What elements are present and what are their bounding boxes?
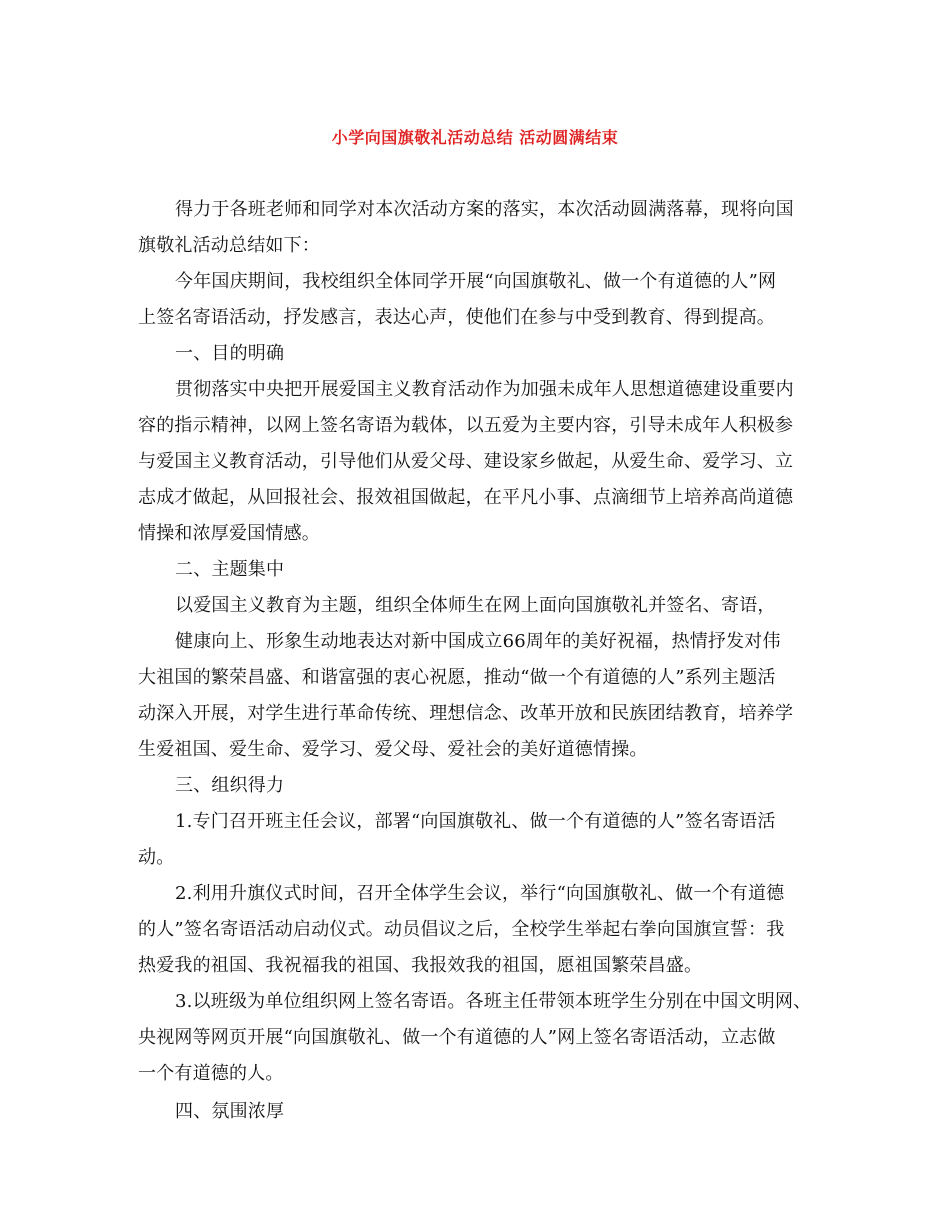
paragraph-line: 央视网等网页开展“向国旗敬礼、做一个有道德的人”网上签名寄语活动，立志做 [138,1027,776,1048]
paragraph-line: 生爱祖国、爱生命、爱学习、爱父母、爱社会的美好道德情操。 [138,739,648,760]
paragraph-line: 健康向上、形象生动地表达对新中国成立66周年的美好祝福，热情抒发对伟 [175,631,781,652]
paragraph-line: 2.利用升旗仪式时间，召开全体学生会议，举行“向国旗敬礼、做一个有道德 [175,883,785,904]
paragraph-line: 得力于各班老师和同学对本次活动方案的落实，本次活动圆满落幕，现将向国 [175,199,794,220]
section-heading: 一、目的明确 [175,343,285,364]
paragraph-line: 1.专门召开班主任会议，部署“向国旗敬礼、做一个有道德的人”签名寄语活 [175,811,776,832]
paragraph-line: 旗敬礼活动总结如下： [138,235,320,256]
paragraph-line: 情操和浓厚爱国情感。 [138,523,320,544]
paragraph-line: 动深入开展，对学生进行革命传统、理想信念、改革开放和民族团结教育，培养学 [138,703,794,724]
paragraph-line: 贯彻落实中央把开展爱国主义教育活动作为加强未成年人思想道德建设重要内 [175,379,794,400]
section-heading: 三、组织得力 [175,775,285,796]
paragraph-line: 与爱国主义教育活动，引导他们从爱父母、建设家乡做起，从爱生命、爱学习、立 [138,451,794,472]
section-heading: 二、主题集中 [175,559,285,580]
section-heading: 四、氛围浓厚 [175,1101,285,1122]
paragraph-line: 以爱国主义教育为主题，组织全体师生在网上面向国旗敬礼并签名、寄语， [175,595,776,616]
paragraph-line: 上签名寄语活动，抒发感言，表达心声，使他们在参与中受到教育、得到提高。 [138,307,775,328]
paragraph-line: 大祖国的繁荣昌盛、和谐富强的衷心祝愿，推动“做一个有道德的人”系列主题活 [138,667,776,688]
paragraph-line: 3.以班级为单位组织网上签名寄语。各班主任带领本班学生分别在中国文明网、 [175,991,812,1012]
paragraph-line: 志成才做起，从回报社会、报效祖国做起，在平凡小事、点滴细节上培养高尚道德 [138,487,794,508]
paragraph-line: 容的指示精神，以网上签名寄语为载体，以五爱为主要内容，引导未成年人积极参 [138,415,794,436]
paragraph-line: 一个有道德的人。 [138,1063,284,1084]
paragraph-line: 今年国庆期间，我校组织全体同学开展“向国旗敬礼、做一个有道德的人”网 [175,271,777,292]
paragraph-line: 热爱我的祖国、我祝福我的祖国、我报效我的祖国，愿祖国繁荣昌盛。 [138,955,703,976]
paragraph-line: 动。 [138,847,175,868]
document-title: 小学向国旗敬礼活动总结 活动圆满结束 [331,128,619,147]
paragraph-line: 的人”签名寄语活动启动仪式。动员倡议之后，全校学生举起右拳向国旗宣誓：我 [138,919,785,940]
